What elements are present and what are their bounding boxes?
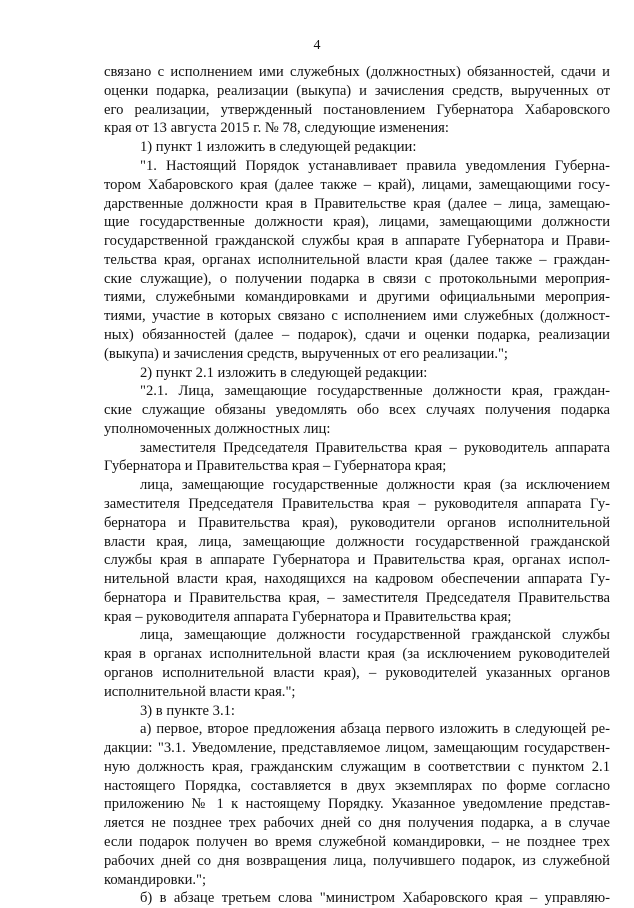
text-line: органов исполнительной власти края), – руководителей указанных органов <box>104 665 610 681</box>
text-line: края в органах исполнительной власти края (за исключением руководителей <box>104 646 610 663</box>
text-line: 1) пункт 1 изложить в следующей редакции: <box>140 139 417 156</box>
text-line: командировки."; <box>104 871 207 888</box>
text-line: дакции: "3.1. Уведомление, представляемое лицом, замещающим государствен- <box>104 740 610 757</box>
text-line: заместителя Председателя Правительства края – руководителя аппарата Гу- <box>104 495 610 512</box>
text-line: если подарок получен во время служебной командировки, – не позднее трех <box>104 834 610 850</box>
text-line: "2.1. Лица, замещающие государственные должности края, граждан- <box>140 383 610 400</box>
text-line: а) первое, второе предложения абзаца первого изложить в следующей ре- <box>140 721 610 738</box>
text-line: ную должность края, гражданским служащим в соответствии с пунктом 2.1 <box>104 758 610 775</box>
text-line: 2) пункт 2.1 изложить в следующей редакции: <box>140 364 428 381</box>
text-line: заместителя Председателя Правительства края – руководитель аппарата <box>140 439 610 456</box>
text-line: тиями, служебными командировками и другими официальными мероприя- <box>104 289 610 306</box>
text-line: края – руководителя аппарата Губернатора и Правительства края; <box>104 608 512 625</box>
text-line: ляется не позднее трех рабочих дней со дня получения подарка, а в случае <box>104 815 610 832</box>
text-line: исполнительной власти края."; <box>104 683 296 700</box>
text-line: щие государственные должности края), лицами, замещающими должности <box>104 214 610 231</box>
text-line: лица, замещающие государственные должности края (за исключением <box>140 477 610 494</box>
text-line: его реализации, утвержденный постановлением Губернатора Хабаровского <box>104 101 610 118</box>
text-line: лица, замещающие должности государственной гражданской службы <box>140 627 610 644</box>
text-line: дарственные должности края в Правительстве края (далее – лица, замещаю- <box>104 195 610 212</box>
text-line: тиями, участие в которых связано с исполнением ими служебных (должност- <box>104 308 610 325</box>
text-line: ские служащие), о получении подарка в связи с протокольными мероприя- <box>104 270 610 287</box>
text-line: бернатора и Правительства края, – заместителя Председателя Правительства <box>104 589 610 606</box>
text-line: Губернатора и Правительства края – Губернатора края; <box>104 458 447 475</box>
text-line: государственной гражданской службы края в аппарате Губернатора и Прави- <box>104 233 610 249</box>
text-line: оценки подарка, реализации (выкупа) и зачисления средств, вырученных от <box>104 82 610 99</box>
text-line: связано с исполнением ими служебных (должностных) обязанностей, сдачи и <box>104 64 610 80</box>
text-line: ские служащие обязаны уведомлять обо всех случаях получения подарка <box>104 402 610 418</box>
text-line: ных) обязанностей (далее – подарок), сдачи и оценки подарка, реализации <box>104 326 610 343</box>
text-line: власти края, лица, замещающие должности государственной гражданской <box>104 533 610 550</box>
text-line: бернатора и Правительства края), руководители органов исполнительной <box>104 514 610 531</box>
text-line: "1. Настоящий Порядок устанавливает правила уведомления Губерна- <box>140 157 610 174</box>
text-line: (выкупа) и зачисления средств, вырученных от его реализации."; <box>104 345 508 362</box>
text-line: настоящего Порядка, составляется в двух экземплярах по форме согласно <box>104 777 610 794</box>
text-line: б) в абзаце третьем слова "министром Хабаровского края – управляю- <box>140 890 610 907</box>
text-line: рабочих дней со дня возвращения лица, получившего подарок, из служебной <box>104 852 610 869</box>
page-number: 4 <box>313 38 321 53</box>
text-line: нительной власти края, находящихся на кадровом обеспечении аппарата Гу- <box>104 571 610 588</box>
text-line: 3) в пункте 3.1: <box>140 702 235 719</box>
text-line: службы края в аппарате Губернатора и Правительства края, органах испол- <box>104 552 610 569</box>
text-line: тельства края, органах исполнительной власти края (далее также – граждан- <box>104 251 610 268</box>
text-line: края от 13 августа 2015 г. № 78, следующие изменения: <box>104 120 449 137</box>
text-line: уполномоченных должностных лиц: <box>104 420 331 437</box>
text-line: тором Хабаровского края (далее также – край), лицами, замещающими госу- <box>104 176 610 193</box>
text-line: приложению № 1 к настоящему Порядку. Указанное уведомление представ- <box>104 796 610 813</box>
